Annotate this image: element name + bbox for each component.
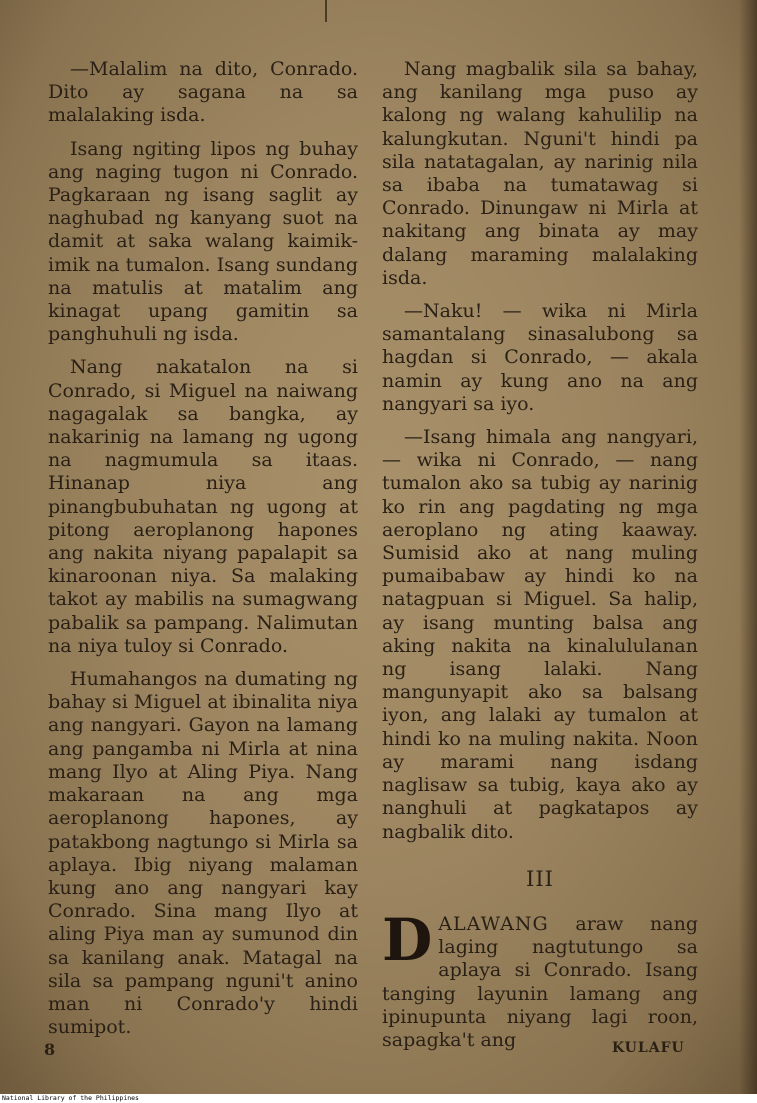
paragraph: Nang magbalik sila sa bahay, ang kanilang mga puso ay kalong ng walang kahulilip na kalungkutan. Nguni't hindi pa sila natatagalan, ay narinig nila sa ibaba na tumatawag si Conrado. Dinungaw ni Mirla at nakitang ang binata ay may dalang maraming malalaking isda. (382, 58, 698, 289)
page-number: 8 (44, 1040, 56, 1059)
library-credit: National Library of the Philippines (2, 1094, 139, 1102)
right-column (382, 58, 698, 1062)
left-column (48, 58, 358, 1049)
paragraph: Isang ngiting lipos ng buhay ang naging tugon ni Conrado. Pagkaraan ng isang saglit ay naghubad ng kanyang suot na damit at saka walang kaimik-imik na tumalon. Isang sundang na matulis at matalim ang kinagat upang gamitin sa panghuhuli ng isda. (48, 137, 358, 346)
page-fold (325, 0, 327, 22)
drop-cap: D (382, 905, 433, 974)
paragraph: Nang nakatalon na si Conrado, si Miguel na naiwang nagagalak sa bangka, ay nakarinig na lamang ng ugong na nagmumula sa itaas. Hinanap niya ang pinangbubuhatan ng ugong at pitong aeroplanong hapones ang nakita niyang papalapit sa kinaroonan niya. Sa malaking takot ay mabilis na sumagwang pabalik sa pampang. Nalimutan na niya tuloy si Conrado. (48, 356, 358, 657)
paragraph: Humahangos na dumating ng bahay si Miguel at ibinalita niya ang nangyari. Gayon na lamang ang pangamba ni Mirla at nina mang Ilyo at Aling Piya. Nang makaraan na ang mga aeroplanong hapones, ay patakbong nagtungo si Mirla sa aplaya. Ibig niyang malaman kung ano ang nangyari kay Conrado. Sina mang Ilyo at aling Piya man ay sumunod din sa kanilang anak. Matagal na sila sa pampang nguni't anino man ni Conrado'y hindi sumipot. (48, 668, 358, 1039)
paragraph-text: araw nang laging nagtutungo sa aplaya si Conrado. Isang tanging layunin lamang ang ipinupunta niyang lagi roon, sapagka't ang (382, 912, 698, 1051)
running-title: KULAFU (612, 1040, 685, 1056)
paragraph-with-dropcap (382, 905, 698, 1052)
paragraph: —Malalim na dito, Conrado. Dito ay sagana na sa malalaking isda. (48, 58, 358, 127)
smallcaps-lead: ALAWANG (438, 912, 549, 935)
paragraph: —Isang himala ang nangyari, — wika ni Conrado, — nang tumalon ako sa tubig ay narinig ko rin ang pagdating ng mga aeroplano ng ating kaaway. Sumisid ako at nang muling pumaibabaw ay hindi ko na natagpuan si Miguel. Sa halip, ay isang munting balsa ang aking nakita na kinalululanan ng isang lalaki. Nang mangunyapit ako sa balsang iyon, ang lalaki ay tumalon at hindi ko na muling nakita. Noon ay marami nang isdang naglisaw sa tubig, kaya ako ay nanghuli at pagkatapos ay nagbalik dito. (382, 426, 698, 843)
section-heading: III (526, 866, 554, 891)
paragraph: —Naku! — wika ni Mirla samantalang sinasalubong sa hagdan si Conrado, — akala namin ay kung ano na ang nangyari sa iyo. (382, 300, 698, 415)
